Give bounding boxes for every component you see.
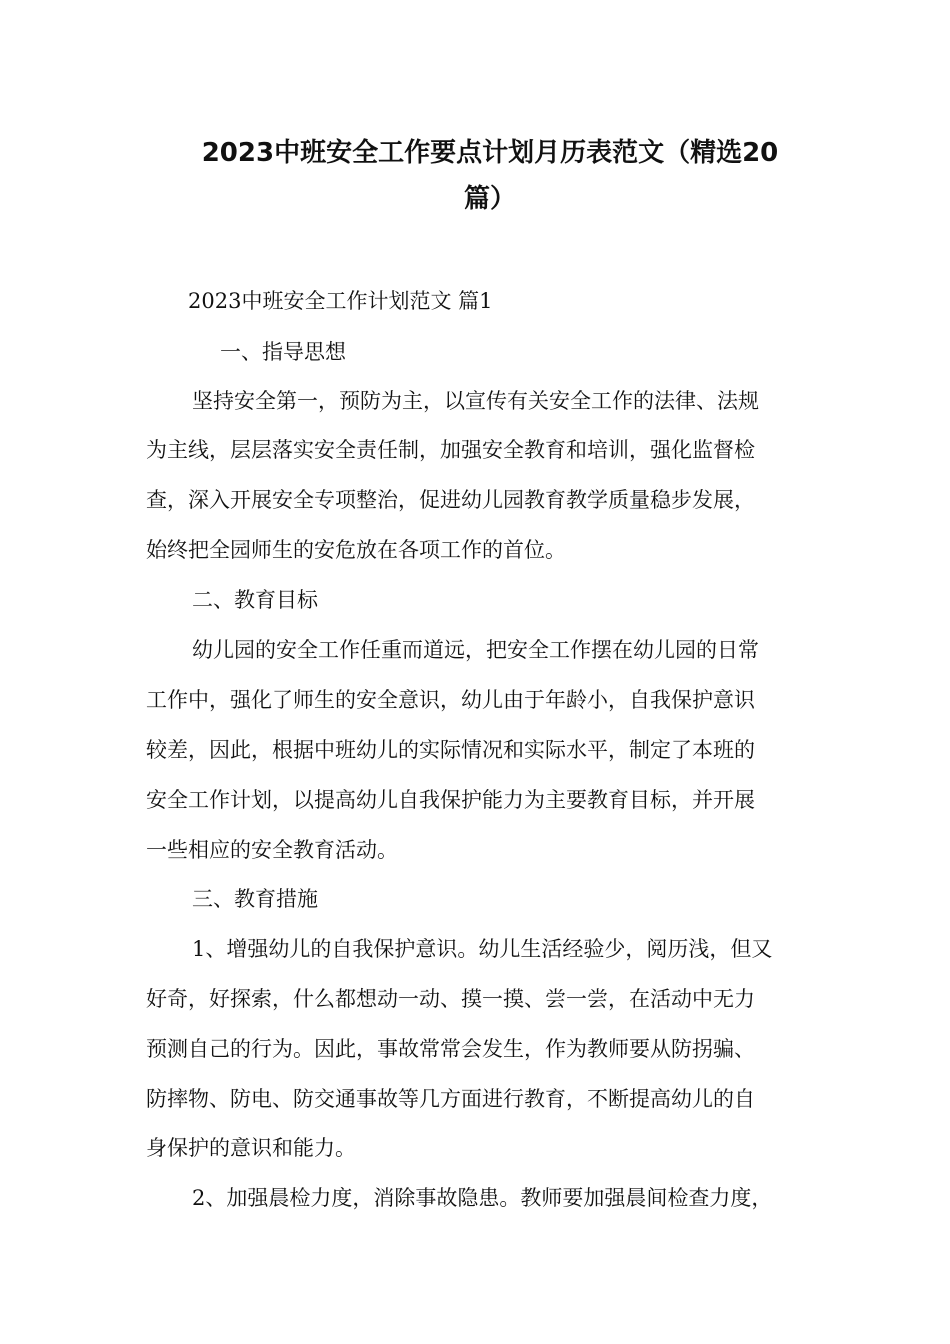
heading-education-goals: 二、教育目标 — [192, 588, 318, 612]
paragraph-line: 预测自己的行为。因此，事故常常会发生，作为教师要从防拐骗、 — [146, 1037, 755, 1061]
paragraph-line: 2、加强晨检力度，消除事故隐患。教师要加强晨间检查力度， — [192, 1186, 773, 1210]
paragraph-line: 一些相应的安全教育活动。 — [146, 838, 398, 862]
paragraph-line: 身保护的意识和能力。 — [146, 1136, 356, 1160]
paragraph-line: 较差，因此，根据中班幼儿的实际情况和实际水平，制定了本班的 — [146, 738, 755, 762]
heading-education-measures: 三、教育措施 — [192, 887, 318, 911]
heading-guiding-ideology: 一、指导思想 — [220, 340, 346, 364]
paragraph-line: 为主线，层层落实安全责任制，加强安全教育和培训，强化监督检 — [146, 438, 755, 462]
section-title: 2023中班安全工作计划范文 篇1 — [188, 289, 493, 313]
document-title-line-1: 2023中班安全工作要点计划月历表范文（精选20 — [201, 138, 779, 168]
paragraph-line: 始终把全园师生的安危放在各项工作的首位。 — [146, 538, 566, 562]
paragraph-line: 防摔物、防电、防交通事故等几方面进行教育，不断提高幼儿的自 — [146, 1087, 755, 1111]
paragraph-line: 工作中，强化了师生的安全意识，幼儿由于年龄小，自我保护意识 — [146, 688, 755, 712]
document-title-line-2: 篇） — [463, 184, 516, 214]
paragraph-line: 安全工作计划，以提高幼儿自我保护能力为主要教育目标，并开展 — [146, 788, 755, 812]
paragraph-line: 好奇，好探索，什么都想动一动、摸一摸、尝一尝，在活动中无力 — [146, 987, 755, 1011]
paragraph-line: 坚持安全第一，预防为主，以宣传有关安全工作的法律、法规 — [192, 389, 759, 413]
paragraph-line: 1、增强幼儿的自我保护意识。幼儿生活经验少，阅历浅，但又 — [192, 937, 773, 961]
paragraph-line: 查，深入开展安全专项整治，促进幼儿园教育教学质量稳步发展， — [146, 488, 755, 512]
paragraph-line: 幼儿园的安全工作任重而道远，把安全工作摆在幼儿园的日常 — [192, 638, 759, 662]
